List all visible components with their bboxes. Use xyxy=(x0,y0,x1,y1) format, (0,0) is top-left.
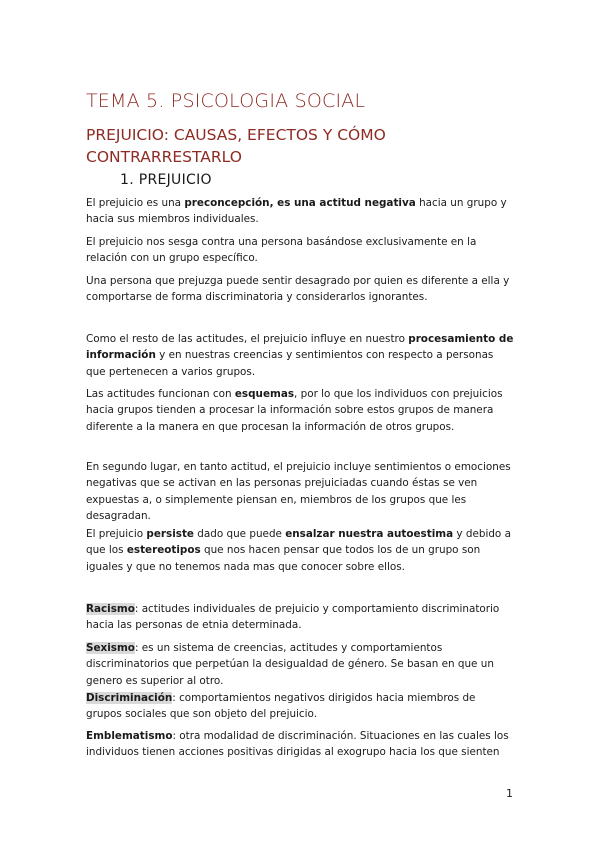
definition-text: : otra modalidad de discriminación. Situaciones en las cuales los individuos tienen acciones positivas dirigidas al exogrupo hacia los que sienten xyxy=(86,730,509,759)
definition-emblematismo xyxy=(86,728,514,761)
bold-text: es una actitud negativa xyxy=(277,197,416,209)
text-run: El prejuicio xyxy=(86,528,147,540)
text-run: Las actitudes funcionan con xyxy=(86,388,235,400)
paragraph-emotions: En segundo lugar, en tanto actitud, el prejuicio incluye sentimientos o emociones negativas que se activan en las personas prejuiciadas cuando éstas se ven expuestas a, o simplemente piensan en, miembros de los grupos que les desagradan. xyxy=(86,461,511,523)
paragraph-schemas xyxy=(86,386,514,435)
bold-text: esquemas xyxy=(234,388,295,400)
term-highlight: Discriminación xyxy=(86,692,173,704)
text-run: , xyxy=(269,197,278,209)
text-run: y debido a que los xyxy=(86,528,511,557)
definition-racismo xyxy=(86,601,514,634)
definition-text: : es un sistema de creencias, actitudes y comportamientos discriminatorios que perpetúan la desigualdad de género. Se basan en que un genero es superior al otro. xyxy=(86,642,494,687)
definition-text: : actitudes individuales de prejuicio y comportamiento discriminatorio hacia las personas de etnia determinada. xyxy=(86,603,500,632)
section-heading: 1. PREJUICIO xyxy=(120,172,212,188)
text-run: El prejuicio es una xyxy=(86,197,185,209)
bold-text: preconcepción xyxy=(184,197,270,209)
text-run: Como el resto de las actitudes, el prejuicio influye en nuestro xyxy=(86,333,409,345)
text-run: hacia un grupo y hacia sus miembros individuales. xyxy=(86,197,507,226)
bold-text: ensalzar nuestra autoestima xyxy=(285,528,454,540)
bold-text: persiste xyxy=(146,528,194,540)
definition-sexismo xyxy=(86,640,514,689)
bold-text: procesamiento de información xyxy=(86,333,514,362)
text-run: dado que puede xyxy=(193,528,286,540)
definition-text: : comportamientos negativos dirigidos hacia miembros de grupos sociales que son objeto del prejuicio. xyxy=(86,692,476,721)
document-subtitle: PREJUICIO: CAUSAS, EFECTOS Y CÓMO CONTRARRESTARLO xyxy=(86,126,386,166)
paragraph-information-processing xyxy=(86,331,514,380)
paragraph-persistence xyxy=(86,526,514,575)
paragraph-bias: El prejuicio nos sesga contra una persona basándose exclusivamente en la relación con un grupo específico. xyxy=(86,236,477,265)
definition-discriminacion xyxy=(86,690,514,723)
term-highlight: Sexismo xyxy=(86,642,135,654)
text-run: y en nuestras creencias y sentimientos con respecto a personas que pertenecen a varios grupos. xyxy=(86,349,494,378)
term-highlight: Racismo xyxy=(86,603,135,615)
text-run: que nos hacen pensar que todos los de un grupo son iguales y que no tenemos nada mas que conocer sobre ellos. xyxy=(86,544,481,573)
text-run: , por lo que los individuos con prejuicios hacia grupos tienden a procesar la información sobre estos grupos de manera diferente a la manera en que procesan la información de otros grupos. xyxy=(86,388,503,433)
paragraph-prejudging-person: Una persona que prejuzga puede sentir desagrado por quien es diferente a ella y comportarse de forma discriminatoria y considerarlos ignorantes. xyxy=(86,275,510,304)
paragraph-definition xyxy=(86,195,514,228)
document-title: TEMA 5. PSICOLOGIA SOCIAL xyxy=(86,90,366,112)
bold-text: estereotipos xyxy=(126,544,201,557)
page-number: 1 xyxy=(506,787,513,800)
term-bold: Emblematismo xyxy=(86,730,173,742)
